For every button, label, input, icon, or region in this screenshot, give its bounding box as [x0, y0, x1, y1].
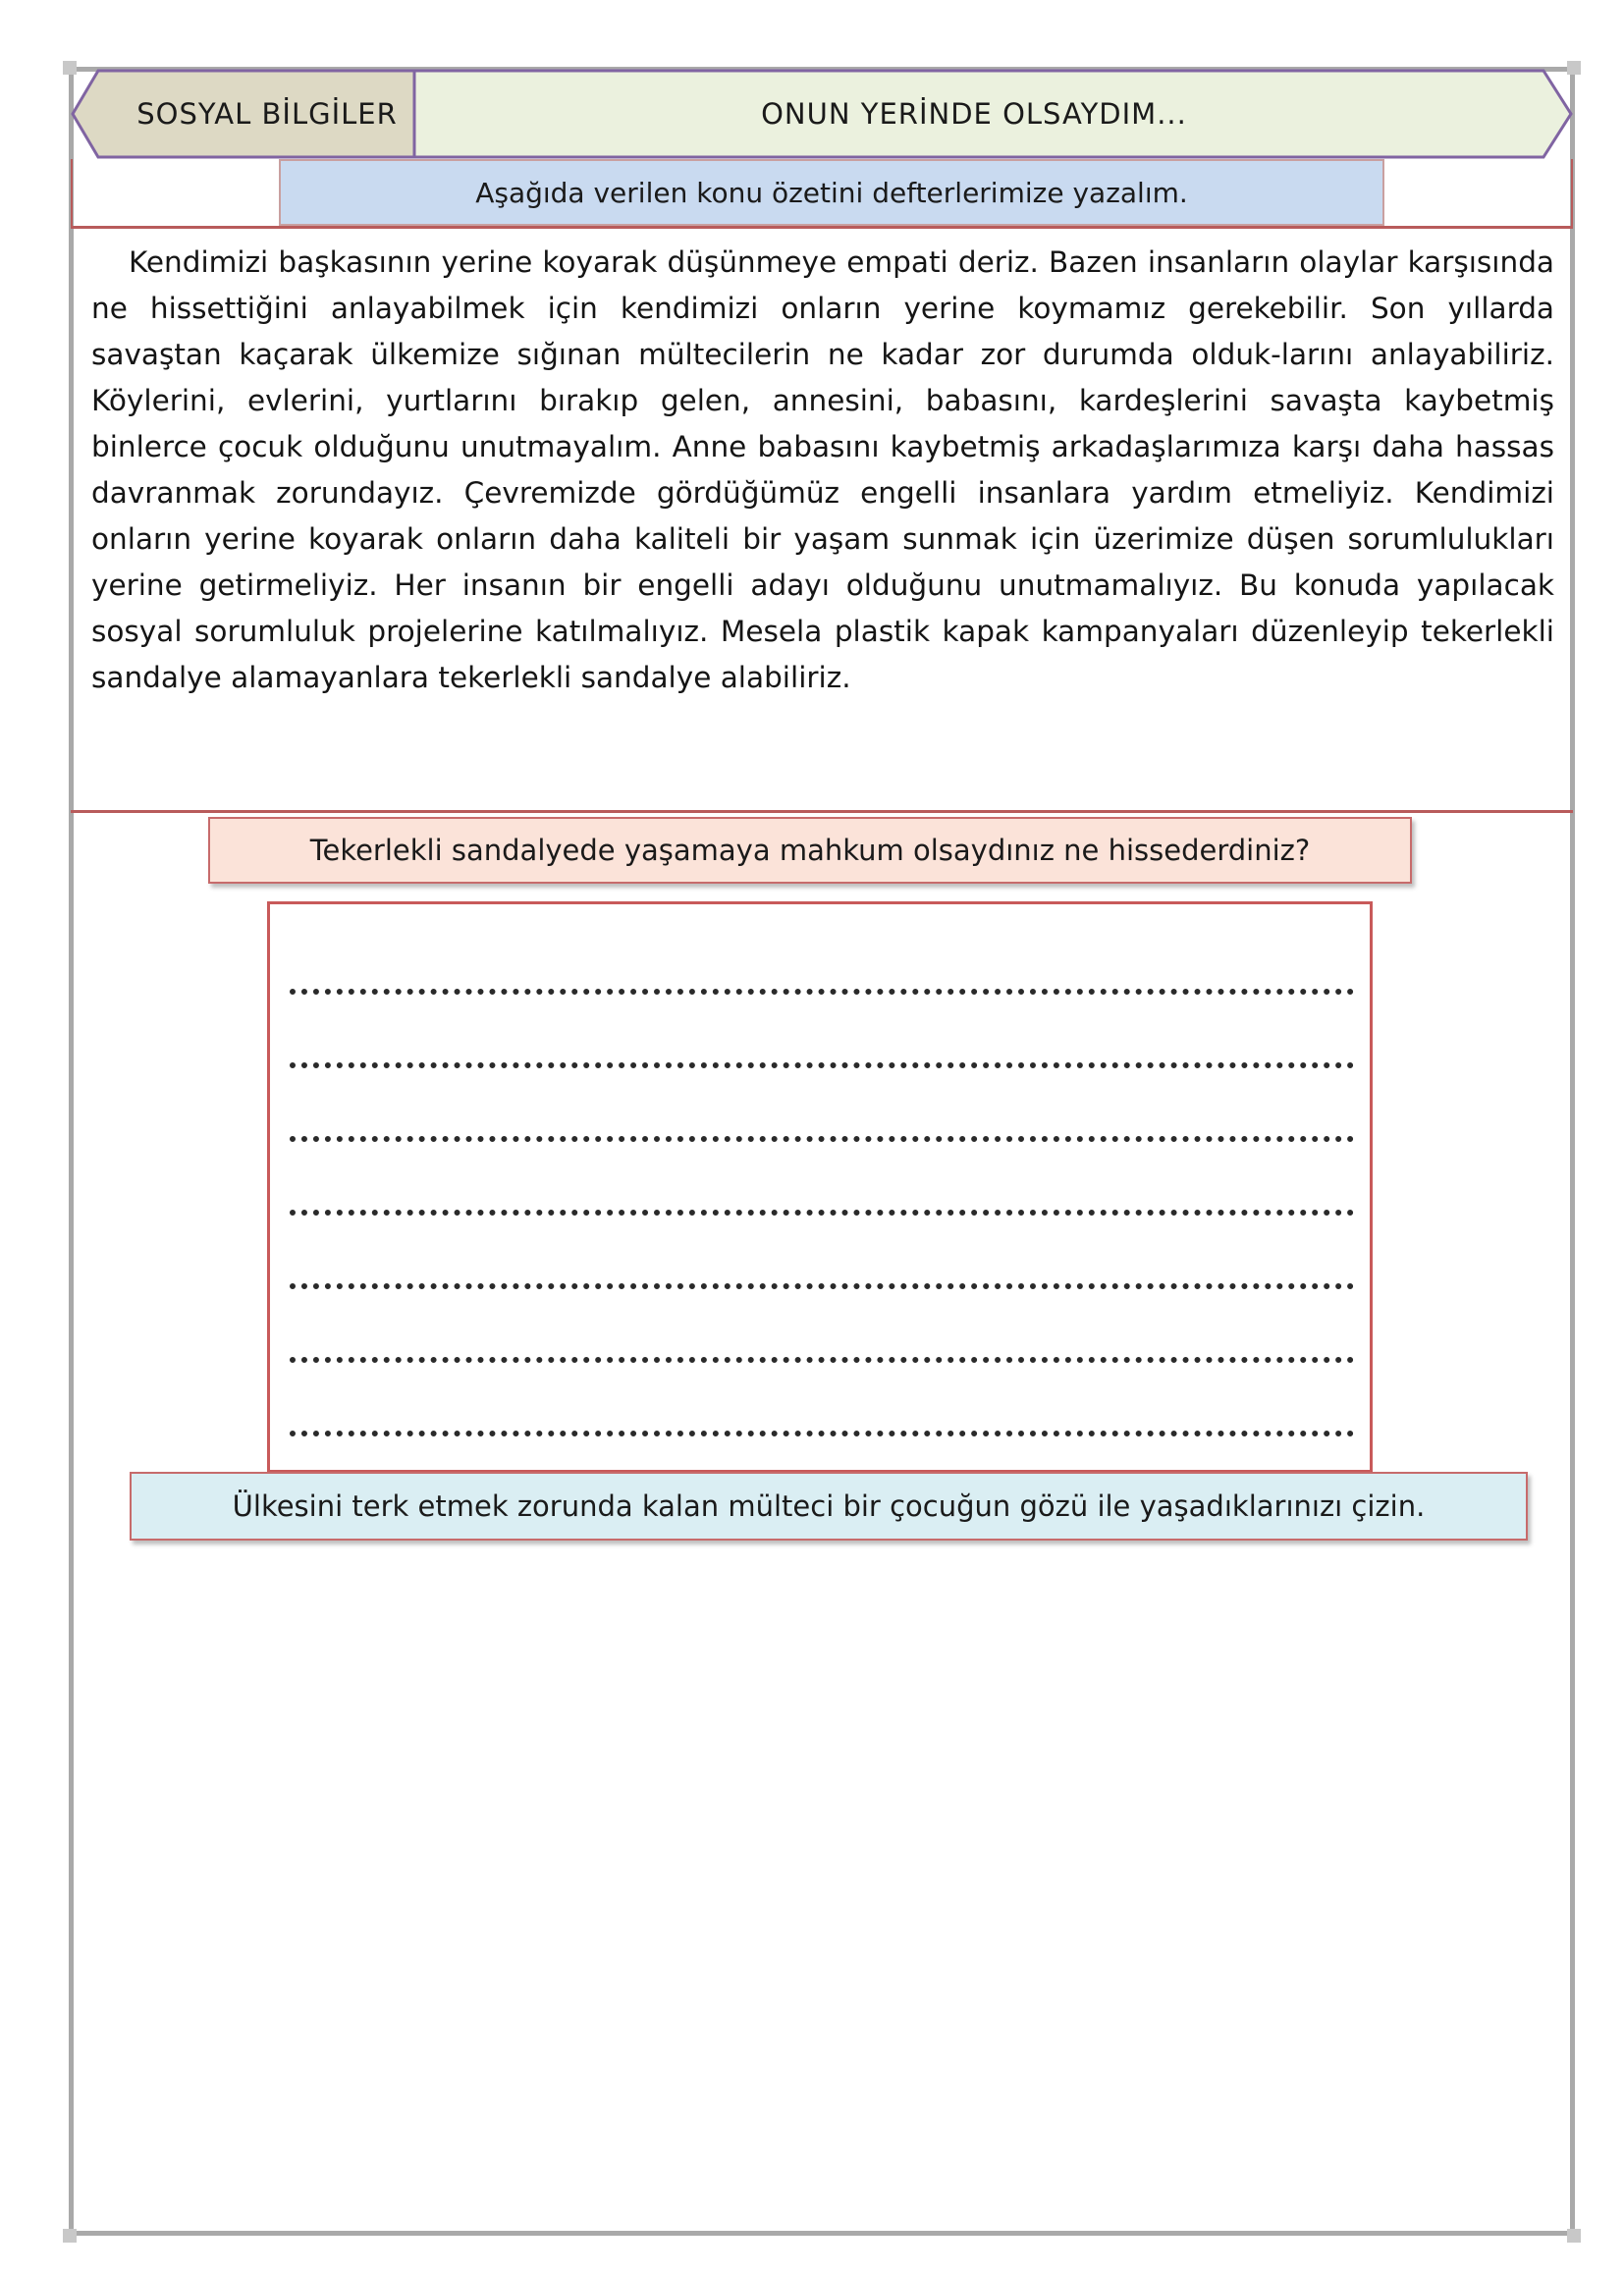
left-divider [71, 159, 73, 226]
answer-line[interactable] [290, 1351, 1354, 1363]
answer-line[interactable] [290, 1277, 1354, 1289]
question-banner: Tekerlekli sandalyede yaşamaya mahkum olsaydınız ne hissederdiniz? [208, 817, 1412, 884]
answer-line[interactable] [290, 983, 1354, 995]
answer-line[interactable] [290, 1056, 1354, 1068]
subject-label: SOSYAL BİLGİLER [136, 97, 398, 131]
page-title: ONUN YERİNDE OLSAYDIM... [761, 97, 1187, 131]
answer-line[interactable] [290, 1130, 1354, 1142]
right-divider [1571, 159, 1573, 226]
answer-area[interactable] [267, 901, 1373, 1473]
drawing-area[interactable] [88, 1561, 1555, 2209]
instruction-banner: Aşağıda verilen konu özetini defterlerimize yazalım. [279, 159, 1384, 226]
answer-line[interactable] [290, 1204, 1354, 1216]
drawing-prompt-banner: Ülkesini terk etmek zorunda kalan mülteci bir çocuğun gözü ile yaşadıklarınızı çizin. [130, 1472, 1528, 1541]
summary-paragraph: Kendimizi başkasının yerine koyarak düşünmeye empati deriz. Bazen insanların olaylar karşısında ne hissettiğini anlayabilmek için kendimizi onların yerine koymamız gerekebilir. Son yıllarda savaştan kaçarak ülkemize sığınan mültecilerin ne kadar zor durumda olduk-larını anlayabiliriz. Köylerini, evlerini, yurtlarını bırakıp gelen, annesini, babasını, kardeşlerini savaşta kaybetmiş binlerce çocuk olduğunu unutmayalım. Anne babasını kaybetmiş arkadaşlarımıza karşı daha hassas davranmak zorundayız. Çevremizde gördüğümüz engelli insanlara yardım etmeliyiz. Kendimizi onların yerine koyarak onların daha kaliteli bir yaşam sunmak için üzerimize düşen sorumlulukları yerine getirmeliyiz. Her insanın bir engelli adayı olduğunu unutmamalıyız. Bu konuda yapılacak sosyal sorumluluk projelerine katılmalıyız. Mesela plastik kapak kampanyaları düzenleyip tekerlekli sandalye alamayanlara tekerlekli sandalye alabiliriz. [91, 245, 1554, 694]
corner-mark-bottom-right [1567, 2229, 1581, 2243]
section-rule-top [71, 226, 1573, 229]
header-banner [71, 69, 1573, 159]
section-rule-bottom [71, 810, 1573, 813]
corner-mark-bottom-left [63, 2229, 77, 2243]
answer-line[interactable] [290, 1425, 1354, 1436]
